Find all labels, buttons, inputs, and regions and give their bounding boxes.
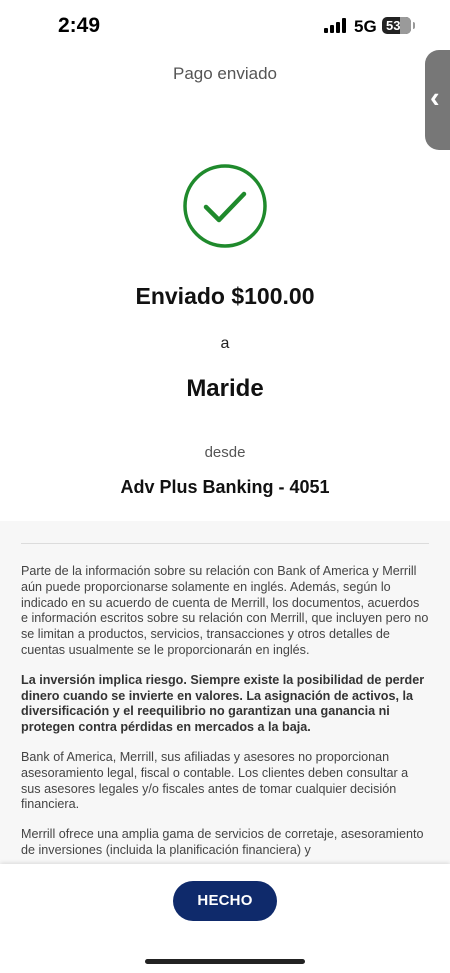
disclosure-panel[interactable] xyxy=(0,521,450,864)
done-button[interactable]: HECHO xyxy=(173,881,277,921)
divider xyxy=(21,543,429,544)
disclosure-paragraph-services: Merrill ofrece una amplia gama de servicios de corretaje, asesoramiento de inversiones (incluida la planificación financiera) y xyxy=(21,827,424,857)
disclosure-paragraph-language: Parte de la información sobre su relación con Bank of America y Merrill aún puede proporcionarse solamente en inglés. Además, según lo indicado en su acuerdo de cuenta de Merrill, los documentos, acuerdos e información escritos sobre su relación con Merrill, que incluyen pero no se limitan a productos, servicios, transacciones y otros detalles de cuentas usualmente se le proporcionarán en inglés. xyxy=(21,564,429,657)
battery-icon xyxy=(382,17,411,34)
source-account: Adv Plus Banking - 4051 xyxy=(120,477,330,497)
home-indicator[interactable] xyxy=(145,959,305,964)
from-label: desde xyxy=(204,444,246,461)
page-title: Pago enviado xyxy=(173,64,277,83)
network-type: 5G xyxy=(354,17,377,36)
recipient-name: Maride xyxy=(186,375,264,402)
battery-level: 53 xyxy=(386,18,401,33)
status-time: 2:49 xyxy=(58,14,101,37)
disclosure-paragraph-risk: La inversión implica riesgo. Siempre existe la posibilidad de perder dinero cuando se invierte en valores. La asignación de activos, la diversificación y el reequilibrio no garantizan una ganancia ni protegen contra pérdidas en mercados a la baja. xyxy=(21,672,425,735)
status-bar xyxy=(0,0,450,54)
success-check-icon xyxy=(182,163,268,249)
footer xyxy=(0,864,450,973)
sent-amount: Enviado $100.00 xyxy=(135,283,315,309)
disclosure-paragraph-advice: Bank of America, Merrill, sus afiliadas y asesores no proporcionan asesoramiento legal, fiscal o contable. Los clientes deben consultar a sus asesores legales y/o fiscales antes de tomar cualquier decisión financiera. xyxy=(21,749,409,812)
disclosure-text xyxy=(21,564,429,864)
chevron-left-icon: ‹ xyxy=(430,82,440,114)
to-label: a xyxy=(220,335,230,352)
side-panel-tab[interactable] xyxy=(425,50,450,150)
signal-strength-icon xyxy=(324,18,347,33)
